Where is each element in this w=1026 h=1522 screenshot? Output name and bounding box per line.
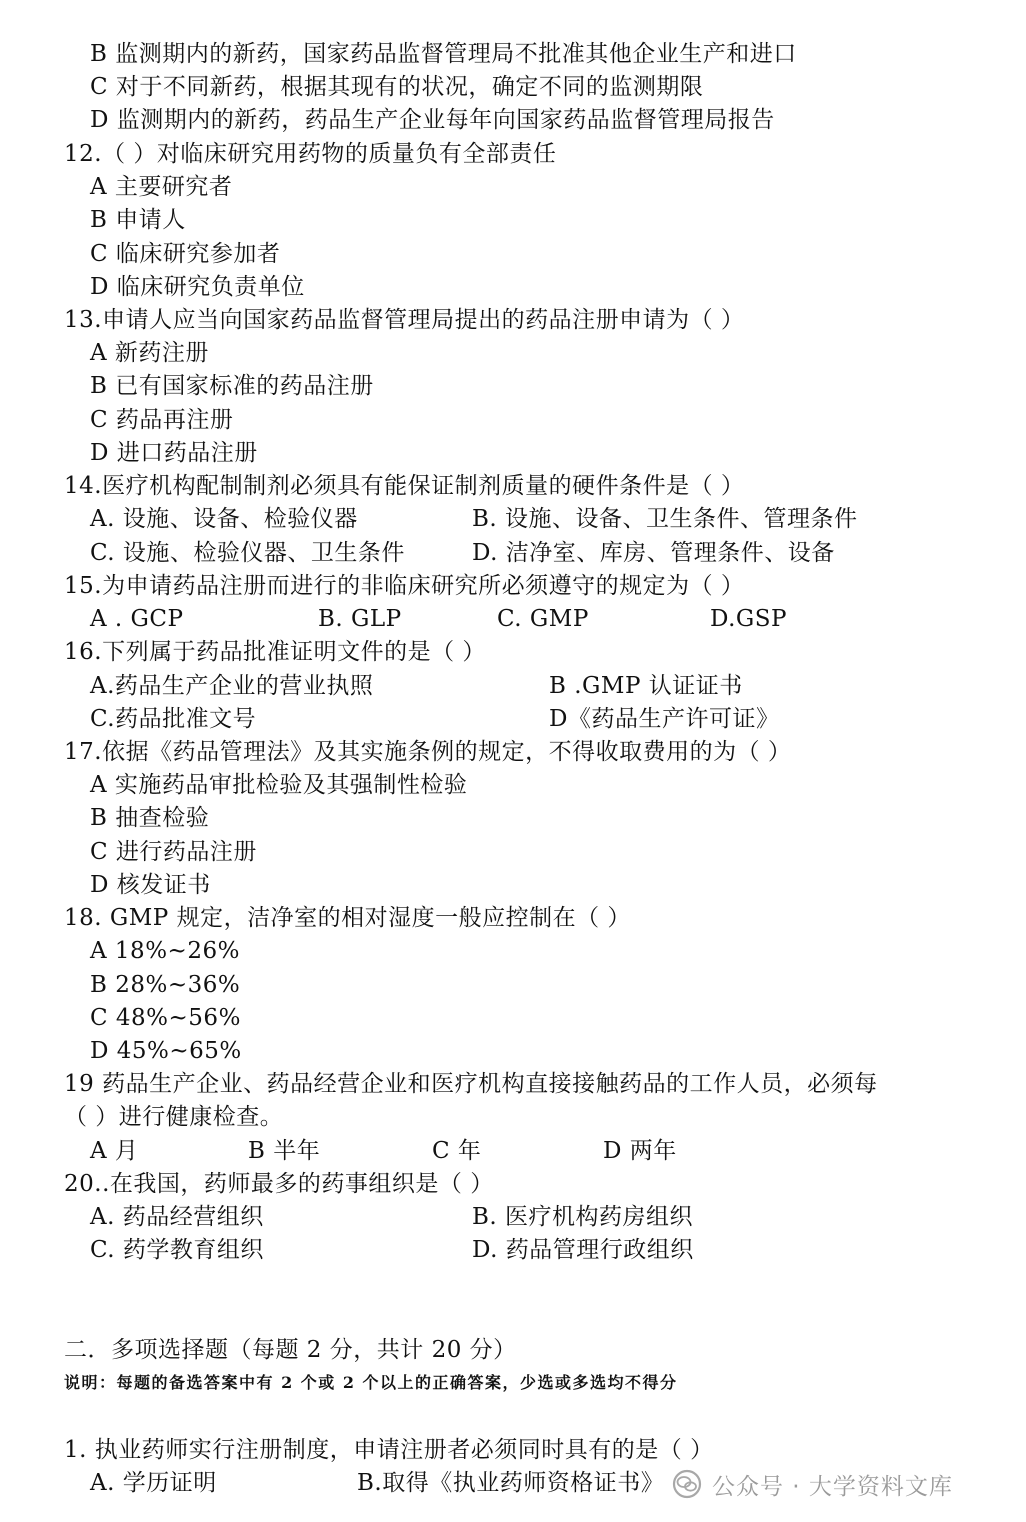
q13-option-c: C 药品再注册 bbox=[90, 407, 234, 433]
q15-option-b: B. GLP bbox=[318, 606, 402, 632]
q11-option-d: D 监测期内的新药，药品生产企业每年向国家药品监督管理局报告 bbox=[90, 107, 775, 133]
q16-option-b: B .GMP 认证证书 bbox=[549, 673, 743, 699]
q11-option-b: B 监测期内的新药，国家药品监督管理局不批准其他企业生产和进口 bbox=[90, 41, 797, 67]
question-19: 19 药品生产企业、药品经营企业和医疗机构直接接触药品的工作人员，必须每 bbox=[64, 1071, 878, 1097]
question-17: 17.依据《药品管理法》及其实施条例的规定，不得收取费用的为（ ） bbox=[64, 739, 792, 765]
q17-option-b: B 抽查检验 bbox=[90, 805, 210, 831]
q18-option-d: D 45%~65% bbox=[90, 1038, 242, 1064]
m1-option-a: A. 学历证明 bbox=[90, 1470, 217, 1496]
m1-option-b: B.取得《执业药师资格证书》 bbox=[357, 1470, 665, 1496]
multi-question-1: 1. 执业药师实行注册制度，申请注册者必须同时具有的是（ ） bbox=[64, 1437, 714, 1463]
question-18: 18. GMP 规定，洁净室的相对湿度一般应控制在（ ） bbox=[64, 905, 631, 931]
q16-option-a: A.药品生产企业的营业执照 bbox=[90, 673, 374, 699]
q16-option-c: C.药品批准文号 bbox=[90, 706, 257, 732]
q20-option-a: A. 药品经营组织 bbox=[90, 1204, 264, 1230]
q18-option-c: C 48%~56% bbox=[90, 1005, 241, 1031]
q19-option-b: B 半年 bbox=[248, 1138, 321, 1164]
watermark bbox=[672, 1467, 953, 1501]
q13-option-d: D 进口药品注册 bbox=[90, 440, 258, 466]
q20-option-d: D. 药品管理行政组织 bbox=[472, 1237, 694, 1263]
q12-option-d: D 临床研究负责单位 bbox=[90, 274, 305, 300]
q17-option-c: C 进行药品注册 bbox=[90, 839, 257, 865]
q20-option-b: B. 医疗机构药房组织 bbox=[472, 1204, 694, 1230]
question-14: 14.医疗机构配制制剂必须具有能保证制剂质量的硬件条件是（ ） bbox=[64, 473, 745, 499]
q17-option-d: D 核发证书 bbox=[90, 872, 211, 898]
question-19-continued: （ ）进行健康检查。 bbox=[64, 1104, 284, 1130]
q18-option-a: A 18%~26% bbox=[90, 938, 240, 964]
q15-option-c: C. GMP bbox=[497, 606, 589, 632]
q15-option-a: A . GCP bbox=[90, 606, 184, 632]
q14-option-a: A. 设施、设备、检验仪器 bbox=[90, 506, 358, 532]
question-16: 16.下列属于药品批准证明文件的是（ ） bbox=[64, 639, 486, 665]
question-20: 20..在我国，药师最多的药事组织是（ ） bbox=[64, 1171, 494, 1197]
q14-option-b: B. 设施、设备、卫生条件、管理条件 bbox=[472, 506, 858, 532]
q11-option-c: C 对于不同新药，根据其现有的状况，确定不同的监测期限 bbox=[90, 74, 704, 100]
q17-option-a: A 实施药品审批检验及其强制性检验 bbox=[90, 772, 468, 798]
q15-option-d: D.GSP bbox=[710, 606, 788, 632]
q12-option-a: A 主要研究者 bbox=[90, 174, 233, 200]
question-15: 15.为申请药品注册而进行的非临床研究所必须遵守的规定为（ ） bbox=[64, 573, 745, 599]
q13-option-a: A 新药注册 bbox=[90, 340, 209, 366]
q12-option-c: C 临床研究参加者 bbox=[90, 241, 281, 267]
wechat-official-account-icon bbox=[672, 1469, 702, 1499]
q13-option-b: B 已有国家标准的药品注册 bbox=[90, 373, 374, 399]
section-heading-multiple-choice: 二．多项选择题（每题 2 分，共计 20 分） bbox=[64, 1337, 517, 1363]
q14-option-d: D. 洁净室、库房、管理条件、设备 bbox=[472, 540, 835, 566]
question-13: 13.申请人应当向国家药品监督管理局提出的药品注册申请为（ ） bbox=[64, 307, 745, 333]
q20-option-c: C. 药学教育组织 bbox=[90, 1237, 264, 1263]
q16-option-d: D《药品生产许可证》 bbox=[549, 706, 780, 732]
watermark-text: 公众号 · 大学资料文库 bbox=[712, 1473, 953, 1500]
q18-option-b: B 28%~36% bbox=[90, 972, 241, 998]
question-12: 12.（ ）对临床研究用药物的质量负有全部责任 bbox=[64, 141, 557, 167]
q14-option-c: C. 设施、检验仪器、卫生条件 bbox=[90, 540, 405, 566]
q19-option-a: A 月 bbox=[90, 1138, 139, 1164]
q12-option-b: B 申请人 bbox=[90, 207, 186, 233]
q19-option-c: C 年 bbox=[432, 1138, 482, 1164]
q19-option-d: D 两年 bbox=[603, 1138, 677, 1164]
section-instructions: 说明：每题的备选答案中有 2 个或 2 个以上的正确答案，少选或多选均不得分 bbox=[64, 1373, 678, 1392]
